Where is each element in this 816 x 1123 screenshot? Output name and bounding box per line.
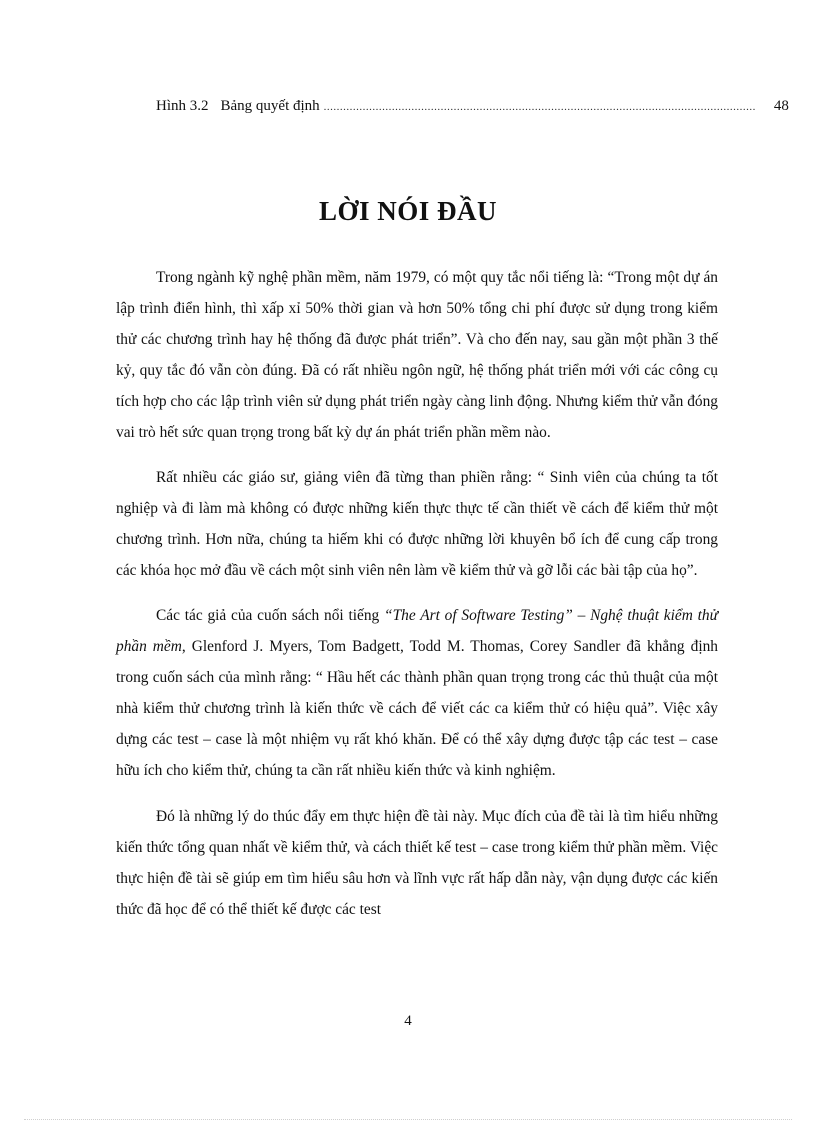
toc-page-number: 48 xyxy=(773,98,789,114)
toc-figure-number: Hình 3.2 xyxy=(156,98,209,114)
toc-label xyxy=(156,95,320,117)
paragraph-1: Trong ngành kỹ nghệ phần mềm, năm 1979, có một quy tắc nổi tiếng là: “Trong một dự án lập trình điển hình, thì xấp xỉ 50% thời gian và hơn 50% tổng chi phí được sử dụng trong kiểm thử các chương trình hay hệ thống đã được phát triển”. Và cho đến nay, sau gần một phần 3 thế kỷ, quy tắc đó vẫn còn đúng. Đã có rất nhiều ngôn ngữ, hệ thống phát triển mới với các công cụ tích hợp cho các lập trình viên sử dụng phát triển ngày càng linh động. Nhưng kiểm thử vẫn đóng vai trò hết sức quan trọng trong bất kỳ dự án phát triển phần mềm nào. xyxy=(116,269,718,441)
paragraph-4: Đó là những lý do thúc đẩy em thực hiện đề tài này. Mục đích của đề tài là tìm hiểu những kiến thức tổng quan nhất về kiểm thử, và cách thiết kế test – case trong kiểm thử phần mềm. Việc thực hiện đề tài sẽ giúp em tìm hiểu sâu hơn và lĩnh vực rất hấp dẫn này, vận dụng được các kiến thức đã học để có thể thiết kế được các test xyxy=(116,808,718,918)
page-number: 4 xyxy=(404,1013,412,1029)
book-title: “The Art of Software Testing” – Nghệ thuật kiểm thử phần mềm xyxy=(116,607,719,655)
toc-figure-title: Bảng quyết định xyxy=(220,98,320,114)
toc-leader-dots: ..................................................................................................................................... xyxy=(323,101,756,113)
toc-entry xyxy=(156,95,789,117)
body-text xyxy=(116,262,718,925)
paragraph-2: Rất nhiều các giáo sư, giảng viên đã từng than phiền rằng: “ Sinh viên của chúng ta tốt nghiệp và đi làm mà không có được những kiến thực thực tế cần thiết về cách để kiểm thử một chương trình. Hơn nữa, chúng ta hiếm khi có được những lời khuyên bổ ích để cung cấp trong các khóa học mở đầu về cách một sinh viên nên làm về kiểm thử và gỡ lỗi các bài tập của họ”. xyxy=(116,469,718,579)
paragraph-3-rest: , Glenford J. Myers, Tom Badgett, Todd M. Thomas, Corey Sandler đã khẳng định trong cuốn sách của mình rằng: “ Hầu hết các thành phần quan trọng trong các thủ thuật của một nhà kiểm thử chương trình là kiến thức về cách để viết các ca kiểm thử có hiệu quả”. Việc xây dựng các test – case là một nhiệm vụ rất khó khăn. Để có thể xây dựng được tập các test – case hữu ích cho kiểm thử, chúng ta cần rất nhiều kiến thức và kinh nghiệm. xyxy=(116,638,718,779)
paragraph-3 xyxy=(116,600,718,786)
paragraph-3-intro: Các tác giả của cuốn sách nổi tiếng xyxy=(156,607,385,624)
section-heading: LỜI NÓI ĐẦU xyxy=(318,196,498,226)
page-bottom-rule xyxy=(24,1119,792,1120)
